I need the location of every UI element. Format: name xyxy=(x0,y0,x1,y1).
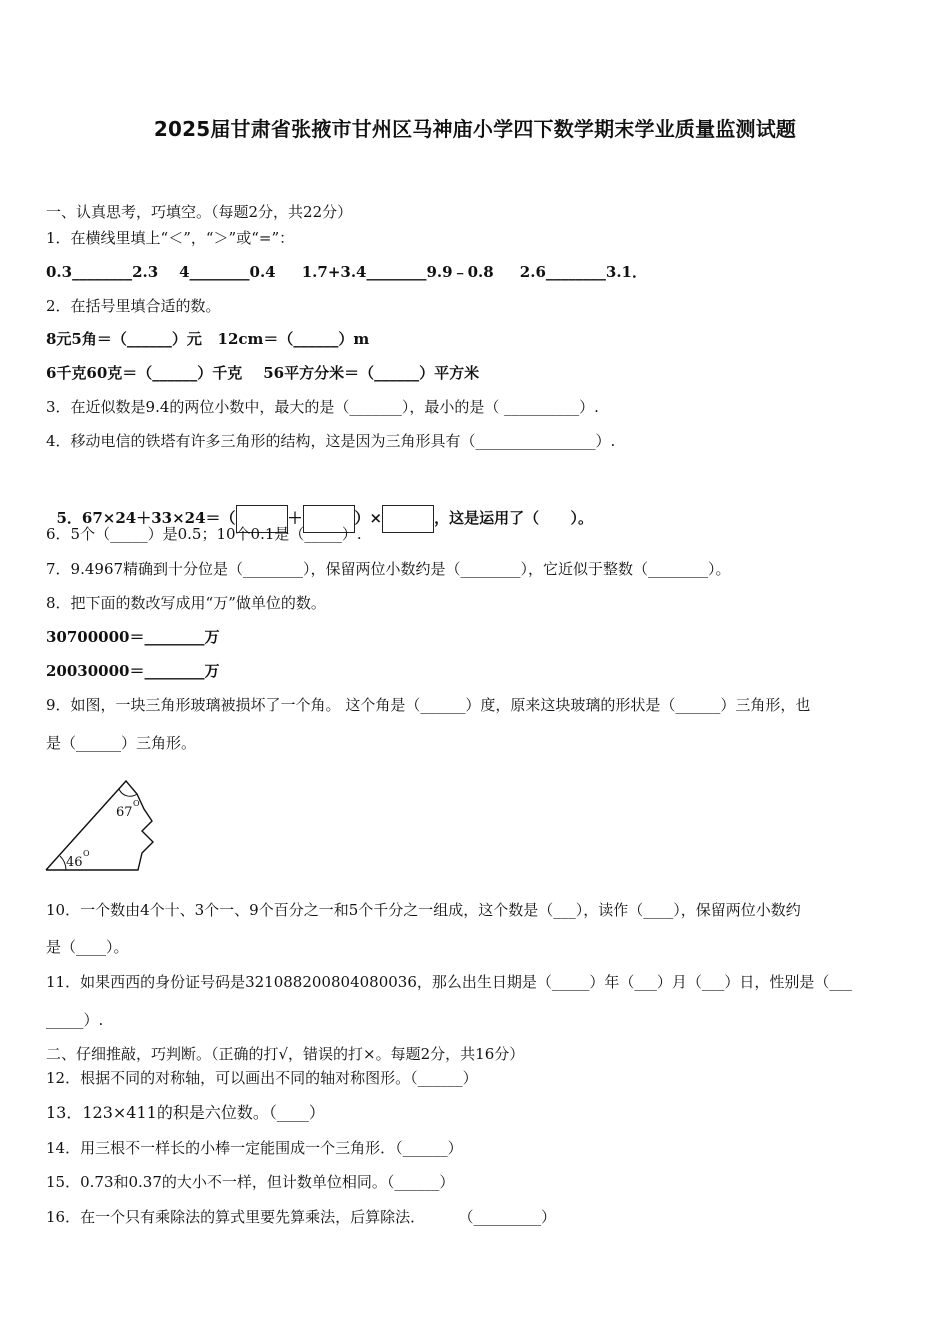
question-14: 14．用三根不一样长的小棒一定能围成一个三角形．（______） xyxy=(46,1139,463,1157)
question-7: 7．9.4967精确到十分位是（________），保留两位小数约是（________），它近似于整数（________）。 xyxy=(46,560,731,578)
question-16: 16．在一个只有乘除法的算式里要先算乘法，后算除法． （_________） xyxy=(46,1208,556,1226)
question-11-line-1: 11．如果西西的身份证号码是321088200804080036，那么出生日期是（_____）年（___）月（___）日，性别是（___ xyxy=(46,973,852,991)
page-title: 2025届甘肃省张掖市甘州区马神庙小学四下数学期末学业质量监测试题 xyxy=(153,117,797,141)
angle-67-label: 67 xyxy=(116,805,133,820)
question-5-times: ）× xyxy=(354,509,383,527)
question-11-line-2: _____）. xyxy=(46,1011,104,1029)
question-9-line-1: 9．如图，一块三角形玻璃被损坏了一个角。 这个角是（______）度，原来这块玻璃的形状是（______）三角形，也 xyxy=(46,696,811,714)
question-4: 4．移动电信的铁塔有许多三角形的结构，这是因为三角形具有（________________）. xyxy=(46,432,616,450)
question-1-blanks: 0.3________2.3 4________0.4 1.7+3.4________9.9﹣0.8 2.6________3.1． xyxy=(46,263,647,281)
angle-46-label: 46 xyxy=(66,855,83,870)
question-5-plus: ＋ xyxy=(287,509,303,527)
section-2-heading: 二、仔细推敲，巧判断。（正确的打√，错误的打×。每题2分，共16分） xyxy=(46,1045,525,1063)
question-2-line-1: 8元5角＝（______）元 12cm＝（______）m xyxy=(46,330,370,348)
question-2-line-2: 6千克60克＝（______）千克 56平方分米＝（______）平方米 xyxy=(46,364,480,382)
answer-box-3[interactable] xyxy=(382,505,434,533)
question-13: 13．123×411的积是六位数。（____） xyxy=(46,1103,325,1122)
question-1-stem: 1．在横线里填上“＜”，“＞”或“=”： xyxy=(46,229,295,247)
question-10-line-1: 10．一个数由4个十、3个一、9个百分之一和5个千分之一组成，这个数是（___），读作（____），保留两位小数约 xyxy=(46,901,801,919)
question-8-line-2: 20030000＝________万 xyxy=(46,662,220,680)
question-2-stem: 2．在括号里填合适的数。 xyxy=(46,297,221,315)
question-5-prefix: 5．67×24＋33×24＝（ xyxy=(56,509,236,527)
question-8-stem: 8．把下面的数改写成用“万”做单位的数。 xyxy=(46,594,326,612)
question-3: 3．在近似数是9.4的两位小数中，最大的是（_______），最小的是（ __________）. xyxy=(46,398,599,416)
section-1-heading: 一、认真思考，巧填空。（每题2分，共22分） xyxy=(46,203,353,221)
question-10-line-2: 是（____）。 xyxy=(46,938,129,956)
question-6: 6．5个（_____）是0.5；10个0.1是（_____）. xyxy=(46,525,362,543)
question-12: 12．根据不同的对称轴，可以画出不同的轴对称图形。（______） xyxy=(46,1069,478,1087)
question-9-line-2: 是（______）三角形。 xyxy=(46,734,197,752)
question-5-suffix: ，这是运用了（ ）。 xyxy=(434,509,593,527)
degree-mark-bottom: O xyxy=(83,849,90,858)
question-8-line-1: 30700000＝________万 xyxy=(46,628,220,646)
question-15: 15．0.73和0.37的大小不一样，但计数单位相同。（______） xyxy=(46,1173,455,1191)
broken-triangle-figure xyxy=(44,776,164,876)
degree-mark-top: O xyxy=(133,799,140,808)
